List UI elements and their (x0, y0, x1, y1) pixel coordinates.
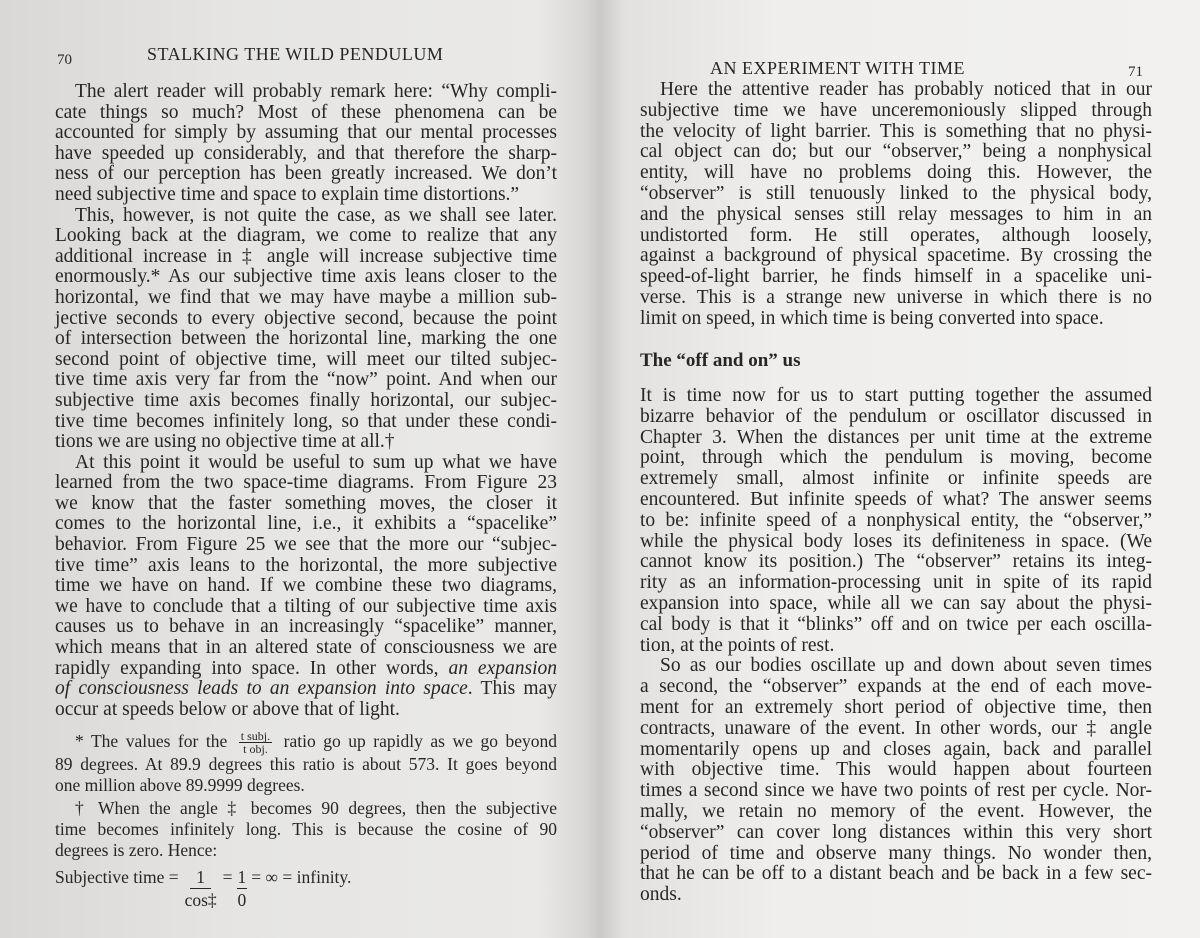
text-line: jective seconds to every objective second, because the point (55, 307, 557, 329)
text-line: which means that in an altered state of consciousness we are (55, 637, 557, 659)
text-line: contracts, unaware of the event. In other words, our ‡ angle (640, 717, 1152, 739)
right-page (640, 0, 1152, 938)
text-line: we know that the faster something moves, the closer it (55, 492, 557, 514)
text-line: point, through which the pendulum is moving, become (640, 447, 1152, 469)
left-page (55, 0, 557, 938)
text-line: “observer” can cover long distances within this very short (640, 821, 1152, 843)
ratio-denominator: t obj. (243, 742, 268, 757)
paragraph (640, 386, 1152, 656)
footnote-line: degrees is zero. Hence: (55, 840, 218, 860)
text-line: enormously.* As our subjective time axis leans closer to the (55, 266, 557, 288)
body-text (55, 82, 557, 720)
text-line: “observer” is still tenuously linked to the physical body, (640, 182, 1152, 204)
running-head: AN EXPERIMENT WITH TIME (710, 58, 965, 78)
running-head: STALKING THE WILD PENDULUM (147, 44, 444, 64)
text-line (55, 679, 557, 700)
text-line: verse. This is a strange new universe in which there is no (640, 286, 1152, 308)
text-line: The alert reader will probably remark here: “Why compli- (75, 81, 557, 102)
footnote-line: one million above 89.9999 degrees. (55, 775, 305, 795)
formula-result: = ∞ = infinity. (251, 867, 352, 887)
text-line: behavior. From Figure 25 we see that the more our “subjec- (55, 534, 557, 556)
text-line: the velocity of light barrier. This is something that no physi- (640, 120, 1152, 142)
text-line: mally, we retain no memory of the event. However, the (640, 800, 1152, 822)
text-line: while the physical body loses its definiteness in space. (We (640, 530, 1152, 552)
text-line: against a background of physical spacetime. By crossing the (640, 245, 1152, 267)
text-line: cal body is that it “blinks” off and on twice per each oscilla- (640, 613, 1152, 635)
footnote-line: time becomes infinitely long. This is because the cosine of 90 (55, 819, 557, 839)
text-line: Here the attentive reader has probably noticed that in our (660, 79, 1152, 100)
ratio-fraction (239, 730, 272, 755)
page-number: 71 (1128, 64, 1143, 80)
numerator: 1 (237, 867, 247, 887)
text-line: Looking back at the diagram, we come to realize that any (55, 225, 557, 247)
footnote-text: ratio go up rapidly as we go beyond (283, 731, 557, 751)
fraction-zero (237, 866, 248, 911)
page-number: 70 (57, 52, 72, 68)
paragraph (55, 82, 557, 206)
text-line: At this point it would be useful to sum up what we have (75, 451, 557, 473)
text-line: period of time and observe many things. No wonder then, (640, 842, 1152, 864)
footnote-dagger (55, 798, 557, 861)
section-heading: The “off and on” us (640, 350, 801, 371)
text-line: cannot know its position.) The “observer” retains its integ- (640, 551, 1152, 573)
text-line: tive time” axis leans to the horizontal, the more subjective (55, 554, 557, 576)
text-line: So as our bodies oscillate up and down about seven times (660, 655, 1152, 677)
denominator: 0 (237, 890, 247, 910)
paragraph (55, 453, 557, 721)
text-line (55, 659, 557, 680)
text-line: occur at speeds below or above that of light. (55, 698, 400, 720)
text-line: tive time axis very far from the “now” point. And when our (55, 369, 557, 391)
text-line: a second, the “observer” expands at the end of each move- (640, 676, 1152, 698)
text-line: tions we are using no objective time at all.† (55, 431, 395, 453)
text-line: that he can be off to a distant beach and be back in a few sec- (640, 863, 1152, 885)
ratio-numerator: t subj. (240, 729, 271, 744)
text-line: limit on speed, in which time is being converted into space. (640, 307, 1104, 329)
formula-label: Subjective time = (55, 867, 179, 887)
footnote-star (55, 728, 557, 796)
text-line: ment for an extremely short period of objective time, then (640, 696, 1152, 718)
text-line: times a second since we have two points of rest per cycle. Nor- (640, 780, 1152, 802)
text-line: additional increase in ‡ angle will increase subjective time (55, 245, 557, 267)
text-line: expansion into space, while all we can say about the physi- (640, 592, 1152, 614)
paragraph (640, 656, 1152, 906)
text-line: comes to the horizontal line, i.e., it exhibits a “spacelike” (55, 513, 557, 535)
numerator: 1 (190, 866, 211, 889)
text-line: time we have on hand. If we combine these two diagrams, (55, 575, 557, 597)
text-line: with objective time. This would happen about fourteen (640, 759, 1152, 781)
text-line: of intersection between the horizontal line, marking the one (55, 328, 557, 350)
text-line: and the physical senses still relay messages to him in an (640, 203, 1152, 225)
text-line: This, however, is not quite the case, as we shall see later. (75, 204, 557, 226)
text-line: subjective time axis becomes finally horizontal, our subjec- (55, 389, 557, 411)
text-line: tive time becomes infinitely long, so that under these condi- (55, 410, 557, 432)
text-line: extremely small, almost infinite or infinite speeds are (640, 468, 1152, 490)
equals: = (222, 867, 233, 887)
text-line: It is time now for us to start putting together the assumed (640, 385, 1152, 406)
body-text (640, 386, 1152, 906)
body-text (640, 80, 1152, 330)
text-line: second point of objective time, will meet our tilted subjec- (55, 348, 557, 370)
text-segment: rapidly expanding into space. In other words, (55, 657, 449, 679)
footnote-text: * The values for the (75, 731, 228, 751)
formula (55, 866, 351, 911)
text-line: speed-of-light barrier, he finds himself in a spacelike uni- (640, 266, 1152, 288)
text-line: tion, at the points of rest. (640, 634, 835, 656)
paragraph (640, 80, 1152, 330)
text-line: horizontal, we find that we may have maybe a million sub- (55, 286, 557, 308)
footnote-line: † When the angle ‡ becomes 90 degrees, then the subjective (75, 798, 557, 818)
text-line: cal object can do; but our “observer,” being a nonphysical (640, 141, 1152, 163)
text-line: undistorted form. He still operates, although loosely, (640, 224, 1152, 246)
text-line: cate things so much? Most of these phenomena can be (55, 101, 557, 123)
text-line: to be: infinite speed of a nonphysical entity, the “observer,” (640, 509, 1152, 531)
text-line: causes us to behave in an increasingly “spacelike” manner, (55, 616, 557, 638)
text-line: subjective time we have unceremoniously slipped through (640, 99, 1152, 121)
text-line: momentarily opens up and closes again, back and parallel (640, 738, 1152, 760)
text-line: entity, will have no problems doing this. However, the (640, 162, 1152, 184)
text-line: bizarre behavior of the pendulum or oscillator discussed in (640, 405, 1152, 427)
italic-text: of consciousness leads to an expansion into space (55, 678, 468, 700)
text-line: need subjective time and space to explain time distortions.” (55, 183, 520, 205)
text-line: encountered. But infinite speeds of what? The answer seems (640, 488, 1152, 510)
text-line: we have to conclude that a tilting of our subjective time axis (55, 595, 557, 617)
text-line: rity as an information-processing unit in spite of its rapid (640, 572, 1152, 594)
footnote-line: 89 degrees. At 89.9 degrees this ratio is about 573. It goes beyond (55, 754, 557, 774)
text-line: ness of our perception has been greatly increased. We don’t (55, 163, 557, 185)
fraction-cos (185, 866, 217, 911)
text-line: onds. (640, 884, 682, 906)
denominator: cos‡ (184, 890, 217, 910)
text-line: Chapter 3. When the distances per unit time at the extreme (640, 426, 1152, 448)
italic-text: an expansion (448, 657, 557, 679)
text-line: have speeded up considerably, and that therefore the sharp- (55, 142, 557, 164)
text-segment: . This may (467, 678, 557, 700)
text-line: learned from the two space-time diagrams. From Figure 23 (55, 472, 557, 494)
paragraph (55, 206, 557, 453)
text-line: accounted for simply by assuming that our mental processes (55, 122, 557, 144)
